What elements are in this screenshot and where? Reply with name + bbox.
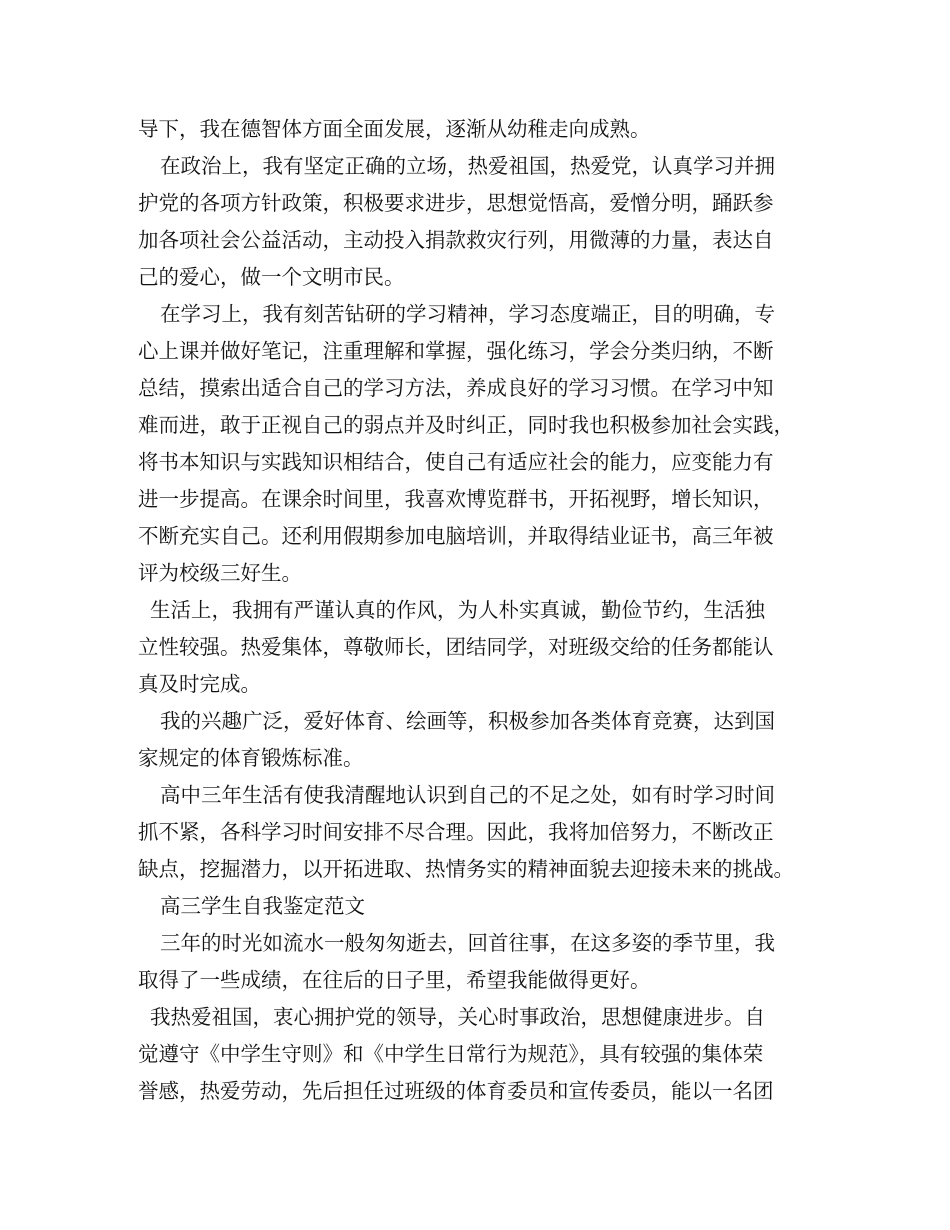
text-line: 缺点，挖掘潜力，以开拓进取、热情务实的精神面貌去迎接未来的挑战。 <box>138 857 794 881</box>
text-line: 在学习上，我有刻苦钻研的学习精神，学习态度端正，目的明确，专 <box>160 302 775 326</box>
text-line: 将书本知识与实践知识相结合，使自己有适应社会的能力，应变能力有 <box>138 450 774 474</box>
text-line: 我的兴趣广泛，爱好体育、绘画等，积极参加各类体育竞赛，达到国 <box>160 709 775 733</box>
text-line: 在政治上，我有坚定正确的立场，热爱祖国，热爱党，认真学习并拥 <box>160 154 775 178</box>
text-line: 导下，我在德智体方面全面发展，逐渐从幼稚走向成熟。 <box>138 117 651 141</box>
text-line: 己的爱心，做一个文明市民。 <box>138 265 405 289</box>
text-line: 进一步提高。在课余时间里，我喜欢博览群书，开拓视野，增长知识， <box>138 487 774 511</box>
text-line: 立性较强。热爱集体，尊敬师长，团结同学，对班级交给的任务都能认 <box>138 635 774 659</box>
text-line: 誉感，热爱劳动，先后担任过班级的体育委员和宣传委员，能以一名团 <box>138 1079 774 1103</box>
text-line: 我热爱祖国，衷心拥护党的领导，关心时事政治，思想健康进步。自 <box>150 1005 765 1029</box>
text-line: 三年的时光如流水一般匆匆逝去，回首往事，在这多姿的季节里，我 <box>160 931 775 955</box>
text-line: 抓不紧，各科学习时间安排不尽合理。因此，我将加倍努力，不断改正 <box>138 820 774 844</box>
text-line: 心上课并做好笔记，注重理解和掌握，强化练习，学会分类归纳，不断 <box>138 339 774 363</box>
text-line: 觉遵守《中学生守则》和《中学生日常行为规范》，具有较强的集体荣 <box>138 1042 764 1066</box>
text-line: 生活上，我拥有严谨认真的作风，为人朴实真诚，勤俭节约，生活独 <box>150 598 765 622</box>
text-line: 真及时完成。 <box>138 672 261 696</box>
text-line: 难而进，敢于正视自己的弱点并及时纠正，同时我也积极参加社会实践， <box>138 413 794 437</box>
text-line: 家规定的体育锻炼标准。 <box>138 746 364 770</box>
text-line: 总结，摸索出适合自己的学习方法，养成良好的学习习惯。在学习中知 <box>138 376 774 400</box>
text-line: 不断充实自己。还利用假期参加电脑培训，并取得结业证书，高三年被 <box>138 524 774 548</box>
section-heading: 高三学生自我鉴定范文 <box>160 894 365 918</box>
text-line: 加各项社会公益活动，主动投入捐款救灾行列，用微薄的力量，表达自 <box>138 228 774 252</box>
text-line: 取得了一些成绩，在往后的日子里，希望我能做得更好。 <box>138 968 651 992</box>
text-line: 高中三年生活有使我清醒地认识到自己的不足之处，如有时学习时间 <box>160 783 775 807</box>
text-line: 评为校级三好生。 <box>138 561 302 585</box>
text-line: 护党的各项方针政策，积极要求进步，思想觉悟高，爱憎分明，踊跃参 <box>138 191 774 215</box>
